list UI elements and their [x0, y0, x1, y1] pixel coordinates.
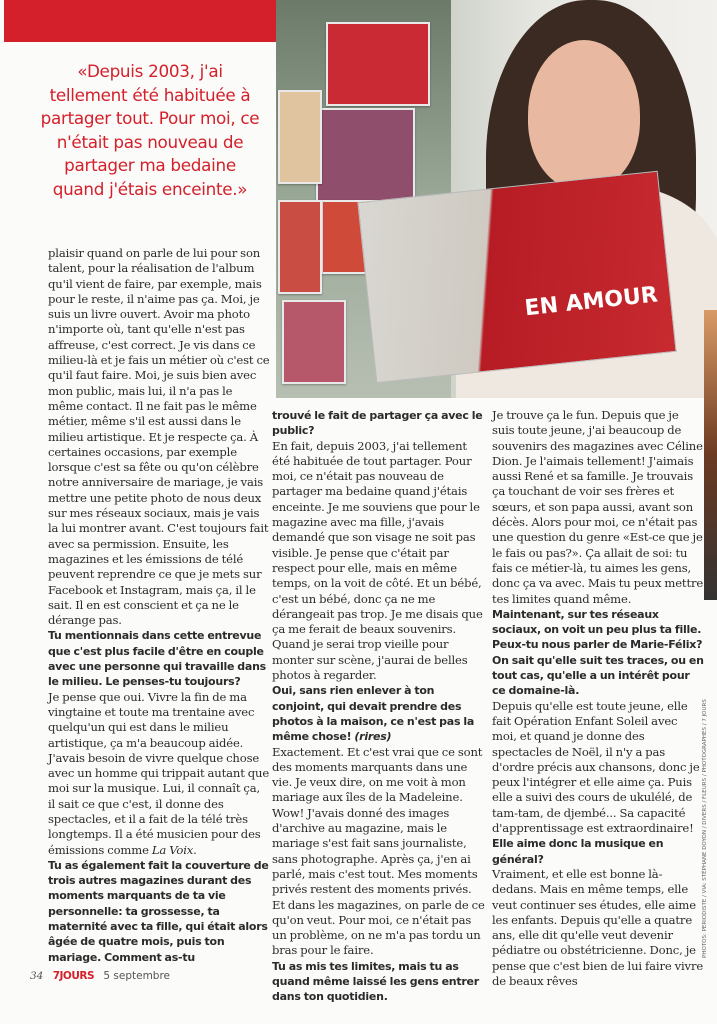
red-header-bar [4, 0, 276, 42]
answer-paragraph: Je trouve ça le fun. Depuis que je suis toute jeune, j'ai beaucoup de souvenirs des magazines avec Céline Dion. Je l'aimais tellement! J'aimais aussi René et sa famille. Je trouvais ça touchant de voir ses frères et sœurs, et son papa aussi, avant son décès. Alors pour moi, ce n'était pas une question du genre «Est-ce que je le fais ou pas?». Ça allait de soi: tu fais ce métier-là, tu aimes les gens, donc ça va avec. Mais tu peux mettre tes limites quand même. [492, 408, 704, 606]
rack-magazine [282, 300, 346, 384]
answer-paragraph: En fait, depuis 2003, j'ai tellement été habituée de tout partager. Pour moi, ce n'était pas nouveau de partager ma bedaine quand j'étais enceinte. Je me souviens que pour le magazine avec ma fille, j'avais demandé que son visage ne soit pas visible. Je pense que c'était par respect pour elle, mais en même temps, on la voit de côté. Et un bébé, c'est un bébé, donc ça ne me dérangeait pas trop. Je me disais que ça me ferait de beaux souvenirs. Quand je serai trop vieille pour monter sur scène, j'aurai de belles photos à regarder. [272, 438, 483, 683]
page-number: 34 [30, 970, 44, 982]
interview-question: trouvé le fait de partager ça avec le public? [272, 409, 483, 438]
interview-question: Oui, sans rien enlever à ton conjoint, qui devait prendre des photos à la maison, ce n'est pas la même chose! (rires) [272, 684, 475, 744]
adjacent-photo-edge [704, 310, 717, 600]
interview-question: Tu as mis tes limites, mais tu as quand même laissé les gens entrer dans ton quotidien. [272, 959, 479, 1004]
answer-paragraph: Exactement. Et c'est vrai que ce sont des moments marquants dans une vie. Je veux dire, on me voit à mon mariage aux îles de la Madeleine. Wow! J'avais donné des images d'archive au magazine, mais le mariage s'est fait sans journaliste, sans photographe. Après ça, j'en ai parlé, mais c'est tout. Mes moments privés restent des moments privés. Et dans les magazines, on parle de ce qu'on veut. Pour moi, ce n'était pas un problème, on ne m'a pas tordu un bras pour le faire. [272, 744, 485, 958]
interview-question: Elle aime donc la musique en général? [492, 837, 664, 866]
answer-paragraph: plaisir quand on parle de lui pour son talent, pour la réalisation de l'album qu'il vient de faire, par exemple, mais pour le reste, il n'aime pas ça. Moi, je suis un livre ouvert. Avoir ma photo n'importe où, tant qu'elle n'est pas affreuse, c'est correct. Je vis dans ce milieu-là et je fais un métier où c'est ce qu'il faut faire. Moi, je suis bien avec mon public, mais lui, il n'a pas le même contact. Il ne fait pas le même métier, même s'il est aussi dans le milieu artistique. Et je respecte ça. À certaines occasions, par exemple lorsque c'est sa fête ou qu'on célèbre notre anniversaire de mariage, je vais mettre une petite photo de nous deux sur mes réseaux sociaux, mais je vais la lui montrer avant. C'est toujours fait avec sa permission. Ensuite, les magazines et les émissions de télé peuvent reprendre ce que je mets sur Facebook et Instagram, mais ça, il le sait. Il en est conscient et ça ne le dérange pas. [48, 246, 270, 628]
rack-magazine [278, 90, 322, 184]
interview-question: Tu mentionnais dans cette entrevue que c'est plus facile d'être en couple avec une personne qui travaille dans le milieu. Le penses-tu toujours? [48, 629, 266, 689]
rack-magazine [278, 200, 322, 294]
rack-magazine [316, 108, 415, 202]
answer-paragraph: Je pense que oui. Vivre la fin de ma vingtaine et toute ma trentaine avec quelqu'un qui est dans le milieu artistique, ça m'a beaucoup aidée. J'avais besoin de vivre quelque chose avec un homme qui trippait autant que moi sur la musique. Lui, il connaît ça, il sait ce que c'est, il donne des spectacles, et il a fait de la télé très longtemps. Il a été musicien pour des émissions comme La Voix. [48, 689, 270, 857]
rack-magazine [326, 22, 430, 106]
article-column-2 [272, 408, 486, 1005]
woman-face [528, 40, 640, 190]
answer-paragraph: Vraiment, et elle est bonne là-dedans. Mais en même temps, elle veut continuer ses études, elle aime les enfants. Depuis qu'elle a quatre ans, elle dit qu'elle veut devenir pédiatre ou obstétricienne. Donc, je pense que c'est bien de lui faire vivre de beaux rêves [492, 866, 704, 988]
magazine-logo: 7JOURS [52, 970, 95, 982]
interview-question: Maintenant, sur tes réseaux sociaux, on voit un peu plus ta fille. Peux-tu nous parler de Marie-Félix? On sait qu'elle suit tes traces, ou en tout cas, qu'elle a un intérêt pour ce domaine-là. [492, 607, 704, 698]
answer-paragraph: Depuis qu'elle est toute jeune, elle fait Opération Enfant Soleil avec moi, et quand je donne des spectacles de Noël, il n'y a pas d'ordre précis aux chansons, donc je peux l'intégrer et elle aime ça. Puis elle a suivi des cours de ukulélé, de tam-tam, de djembé... Sa capacité d'apprentissage est extraordinaire! [492, 698, 700, 836]
held-magazine [357, 171, 676, 384]
article-column-3 [492, 408, 704, 989]
article-column-1 [48, 246, 270, 965]
feature-photo [276, 0, 717, 398]
pull-quote: «Depuis 2003, j'ai tellement été habituée à partager tout. Pour moi, ce n'était pas nouveau de partager ma bedaine quand j'étais enceinte.» [40, 61, 260, 199]
held-magazine-headline: EN AMOUR [523, 282, 659, 322]
photo-credit: PHOTOS: PERIODISTE / VIA: STÉPHANE DOYON / DIVERS / FLEURS / PHOTOGRAPHES / 7 JOURS [702, 699, 708, 958]
page-footer [30, 970, 170, 982]
issue-date: 5 septembre [103, 970, 171, 982]
show-title: La Voix [151, 842, 194, 857]
interview-question: Tu as également fait la couverture de trois autres magazines durant des moments marquants de ta vie personnelle: ta grossesse, ta maternité avec ta fille, qui était alors âgée de quatre mois, puis ton mariage. Comment as-tu [48, 858, 269, 964]
